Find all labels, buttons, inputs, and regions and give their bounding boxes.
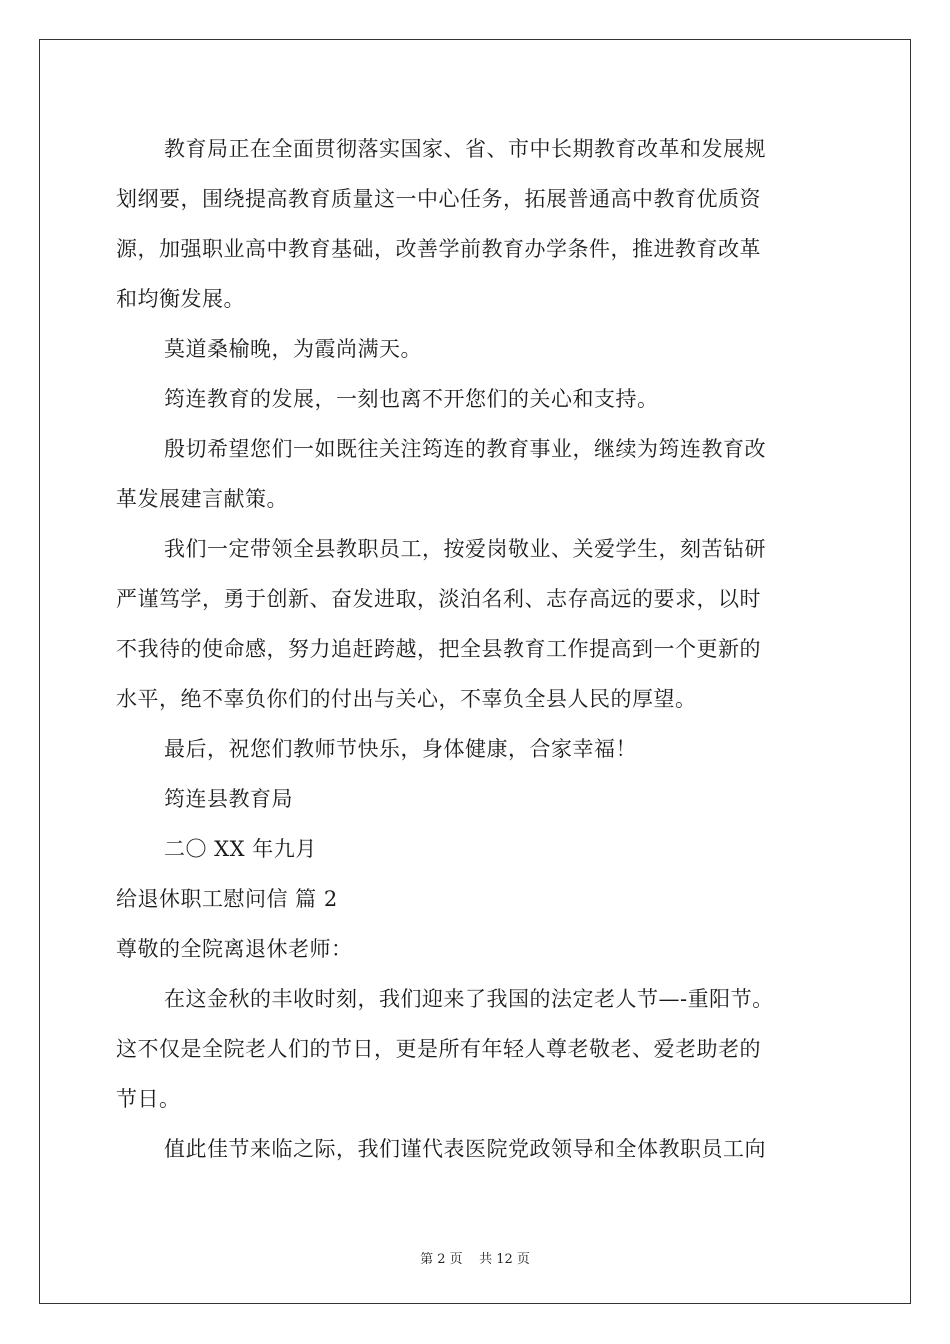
signature-org: 筠连县教育局 — [164, 787, 293, 811]
section-heading: 给退休职工慰问信 篇 2 — [116, 887, 338, 911]
paragraph-line: 和均衡发展。 — [116, 287, 245, 311]
paragraph-line: 值此佳节来临之际，我们谨代表医院党政领导和全体教职员工向 — [164, 1137, 766, 1161]
paragraph-line: 节日。 — [116, 1087, 181, 1111]
salutation: 尊敬的全院离退休老师： — [116, 937, 353, 961]
paragraph-line: 划纲要，围绕提高教育质量这一中心任务，拓展普通高中教育优质资 — [116, 187, 761, 211]
paragraph-line: 革发展建言献策。 — [116, 487, 288, 511]
page-border — [39, 39, 911, 1304]
paragraph-line: 教育局正在全面贯彻落实国家、省、市中长期教育改革和发展规 — [164, 137, 766, 161]
paragraph-line: 水平，绝不辜负你们的付出与关心，不辜负全县人民的厚望。 — [116, 687, 697, 711]
paragraph-line: 这不仅是全院老人们的节日，更是所有年轻人尊老敬老、爱老助老的 — [116, 1037, 761, 1061]
paragraph-line: 筠连教育的发展，一刻也离不开您们的关心和支持。 — [164, 387, 659, 411]
signature-date: 二〇 XX 年九月 — [164, 837, 317, 861]
paragraph-line: 殷切希望您们一如既往关注筠连的教育事业，继续为筠连教育改 — [164, 437, 766, 461]
paragraph-line: 我们一定带领全县教职员工，按爱岗敬业、关爱学生，刻苦钻研 — [164, 537, 766, 561]
paragraph-line: 最后，祝您们教师节快乐，身体健康，合家幸福！ — [164, 737, 637, 761]
paragraph-line: 在这金秋的丰收时刻，我们迎来了我国的法定老人节—-重阳节。 — [164, 987, 774, 1011]
paragraph-line: 源，加强职业高中教育基础，改善学前教育办学条件，推进教育改革 — [116, 237, 761, 261]
paragraph-line: 严谨笃学，勇于创新、奋发进取，淡泊名利、志存高远的要求，以时 — [116, 587, 761, 611]
paragraph-line: 莫道桑榆晚，为霞尚满天。 — [164, 337, 422, 361]
paragraph-line: 不我待的使命感，努力追赶跨越，把全县教育工作提高到一个更新的 — [116, 637, 761, 661]
page-footer: 第 2 页 共 12 页 — [420, 1252, 530, 1267]
